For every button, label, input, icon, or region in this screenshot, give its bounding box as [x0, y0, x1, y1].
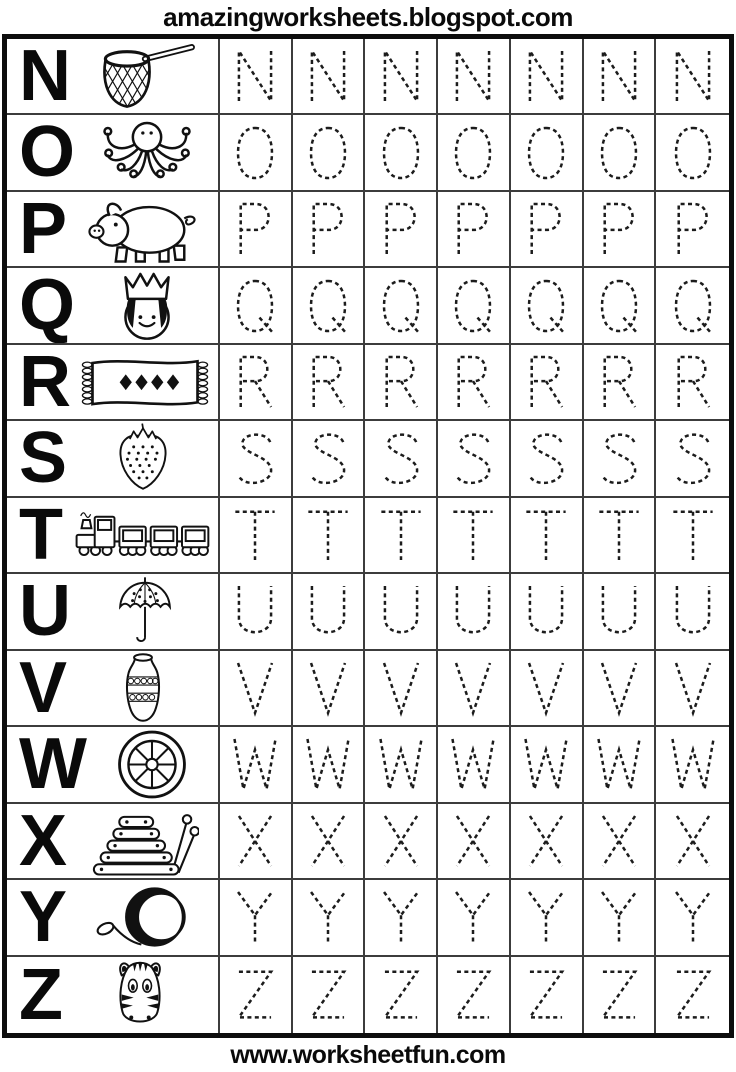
trace-letter-Q [230, 275, 280, 337]
trace-cell-Z-3 [365, 957, 438, 1033]
trace-letter-W [521, 733, 571, 795]
row-V [7, 651, 729, 727]
trace-cell-Y-7 [656, 880, 729, 954]
worksheet-grid [2, 34, 734, 1038]
trace-cell-S-4 [438, 421, 511, 495]
trace-cell-T-5 [511, 498, 584, 572]
trace-cell-U-2 [293, 574, 366, 648]
trace-letter-O [594, 122, 644, 184]
trace-cell-X-7 [656, 804, 729, 878]
trace-letter-O [376, 122, 426, 184]
letter-cell-N [7, 39, 220, 113]
trace-letter-X [521, 810, 571, 872]
row-T [7, 498, 729, 574]
trace-cell-Z-6 [584, 957, 657, 1033]
trace-letter-V [303, 657, 353, 719]
trace-letter-V [376, 657, 426, 719]
trace-letter-Z [376, 964, 426, 1026]
trace-letter-Q [594, 275, 644, 337]
solid-letter-Q: Q [19, 268, 76, 343]
trace-letter-Y [668, 886, 718, 948]
trace-letter-Q [668, 275, 718, 337]
trace-letter-T [521, 504, 571, 566]
trace-letter-P [376, 198, 426, 260]
letter-cell-Q [7, 268, 220, 342]
trace-cell-V-2 [293, 651, 366, 725]
trace-letter-R [448, 351, 498, 413]
solid-letter-P: P [19, 191, 68, 267]
trace-letter-X [376, 810, 426, 872]
trace-letter-V [230, 657, 280, 719]
trace-cell-Y-2 [293, 880, 366, 954]
trace-letter-R [594, 351, 644, 413]
trace-letter-V [668, 657, 718, 719]
trace-letter-U [303, 580, 353, 642]
letter-cell-Z [7, 957, 220, 1033]
trace-cell-O-7 [656, 115, 729, 189]
trace-cell-W-1 [220, 727, 293, 801]
row-X [7, 804, 729, 880]
row-S [7, 421, 729, 497]
trace-cell-X-5 [511, 804, 584, 878]
trace-letter-N [594, 45, 644, 107]
trace-letter-S [448, 428, 498, 490]
trace-cell-Q-1 [220, 268, 293, 342]
trace-letter-X [668, 810, 718, 872]
trace-letter-U [230, 580, 280, 642]
footer [0, 1038, 736, 1072]
trace-letter-T [303, 504, 353, 566]
trace-letter-P [594, 198, 644, 260]
trace-cell-Q-3 [365, 268, 438, 342]
letter-cell-P [7, 192, 220, 266]
trace-letter-S [376, 428, 426, 490]
trace-cell-Q-4 [438, 268, 511, 342]
trace-letter-Q [376, 275, 426, 337]
letter-cell-U [7, 574, 220, 648]
letter-cell-S [7, 421, 220, 495]
trace-letter-Z [303, 964, 353, 1026]
trace-cell-Q-7 [656, 268, 729, 342]
trace-cell-T-3 [365, 498, 438, 572]
trace-letter-P [668, 198, 718, 260]
trace-letter-U [521, 580, 571, 642]
trace-cell-N-7 [656, 39, 729, 113]
trace-cell-S-2 [293, 421, 366, 495]
trace-cell-P-2 [293, 192, 366, 266]
trace-cell-U-7 [656, 574, 729, 648]
trace-cell-S-1 [220, 421, 293, 495]
trace-cell-R-3 [365, 345, 438, 419]
letter-cell-V [7, 651, 220, 725]
trace-letter-O [448, 122, 498, 184]
trace-cell-U-1 [220, 574, 293, 648]
trace-letter-X [594, 810, 644, 872]
letter-cell-O [7, 115, 220, 189]
trace-letter-Z [521, 964, 571, 1026]
trace-cell-T-2 [293, 498, 366, 572]
header [0, 0, 736, 34]
trace-letter-W [668, 733, 718, 795]
trace-cell-R-7 [656, 345, 729, 419]
trace-cell-O-1 [220, 115, 293, 189]
letter-cell-Y [7, 880, 220, 954]
trace-cell-V-3 [365, 651, 438, 725]
trace-letter-O [230, 122, 280, 184]
octopus-icon [75, 117, 218, 189]
trace-letter-U [668, 580, 718, 642]
row-U [7, 574, 729, 650]
trace-cell-O-4 [438, 115, 511, 189]
solid-letter-O: O [19, 115, 76, 190]
trace-cell-S-3 [365, 421, 438, 495]
trace-cell-N-5 [511, 39, 584, 113]
trace-letter-T [594, 504, 644, 566]
trace-letter-P [230, 198, 280, 260]
trace-letter-Z [668, 964, 718, 1026]
trace-cell-V-5 [511, 651, 584, 725]
trace-cell-W-5 [511, 727, 584, 801]
trace-cell-P-7 [656, 192, 729, 266]
letter-cell-X [7, 804, 220, 878]
trace-cell-V-7 [656, 651, 729, 725]
trace-cell-Y-6 [584, 880, 657, 954]
trace-letter-P [448, 198, 498, 260]
trace-letter-O [521, 122, 571, 184]
row-N [7, 39, 729, 115]
letter-cell-T [7, 498, 220, 572]
trace-letter-Q [521, 275, 571, 337]
trace-cell-W-3 [365, 727, 438, 801]
trace-letter-Y [448, 886, 498, 948]
row-Q [7, 268, 729, 344]
trace-letter-N [376, 45, 426, 107]
trace-cell-O-5 [511, 115, 584, 189]
trace-letter-Z [230, 964, 280, 1026]
trace-letter-Y [230, 886, 280, 948]
yoyo-icon [67, 882, 218, 952]
trace-cell-O-2 [293, 115, 366, 189]
trace-letter-Y [521, 886, 571, 948]
trace-letter-Z [594, 964, 644, 1026]
trace-cell-V-4 [438, 651, 511, 725]
trace-letter-W [230, 733, 280, 795]
trace-cell-T-1 [220, 498, 293, 572]
trace-letter-R [376, 351, 426, 413]
trace-cell-X-6 [584, 804, 657, 878]
trace-cell-Q-5 [511, 268, 584, 342]
trace-cell-V-6 [584, 651, 657, 725]
trace-cell-U-6 [584, 574, 657, 648]
trace-cell-V-1 [220, 651, 293, 725]
trace-cell-X-2 [293, 804, 366, 878]
trace-letter-T [230, 504, 280, 566]
trace-cell-N-2 [293, 39, 366, 113]
trace-cell-R-2 [293, 345, 366, 419]
trace-cell-Q-6 [584, 268, 657, 342]
solid-letter-X: X [19, 803, 68, 879]
solid-letter-R: R [19, 344, 71, 420]
trace-letter-X [303, 810, 353, 872]
row-Z [7, 957, 729, 1033]
trace-cell-P-1 [220, 192, 293, 266]
trace-letter-N [303, 45, 353, 107]
trace-cell-U-5 [511, 574, 584, 648]
solid-letter-Z: Z [19, 956, 63, 1033]
strawberry-icon [67, 422, 218, 495]
trace-letter-X [230, 810, 280, 872]
trace-cell-S-5 [511, 421, 584, 495]
trace-letter-N [448, 45, 498, 107]
solid-letter-U: U [19, 574, 71, 649]
header-url: amazingworksheets.blogspot.com [163, 1, 573, 32]
trace-cell-R-1 [220, 345, 293, 419]
trace-letter-U [594, 580, 644, 642]
trace-letter-S [521, 428, 571, 490]
trace-letter-X [448, 810, 498, 872]
trace-cell-S-7 [656, 421, 729, 495]
trace-letter-P [521, 198, 571, 260]
trace-letter-R [668, 351, 718, 413]
trace-letter-V [448, 657, 498, 719]
trace-cell-Q-2 [293, 268, 366, 342]
vase-icon [67, 651, 218, 724]
row-P [7, 192, 729, 268]
trace-letter-R [230, 351, 280, 413]
solid-letter-N: N [19, 39, 71, 114]
trace-letter-W [376, 733, 426, 795]
trace-letter-S [303, 428, 353, 490]
trace-cell-Z-1 [220, 957, 293, 1033]
solid-letter-Y: Y [19, 880, 68, 955]
trace-letter-Q [303, 275, 353, 337]
xylophone-icon [67, 805, 218, 877]
trace-letter-R [521, 351, 571, 413]
trace-letter-Q [448, 275, 498, 337]
trace-cell-N-4 [438, 39, 511, 113]
trace-cell-Z-2 [293, 957, 366, 1033]
trace-letter-U [448, 580, 498, 642]
letter-cell-W [7, 727, 220, 801]
trace-cell-N-1 [220, 39, 293, 113]
trace-letter-S [594, 428, 644, 490]
trace-cell-R-5 [511, 345, 584, 419]
wheel-icon [87, 728, 218, 801]
trace-cell-Y-4 [438, 880, 511, 954]
trace-cell-U-3 [365, 574, 438, 648]
trace-letter-S [668, 428, 718, 490]
trace-letter-T [668, 504, 718, 566]
trace-cell-R-6 [584, 345, 657, 419]
umbrella-icon [71, 575, 218, 648]
trace-cell-S-6 [584, 421, 657, 495]
trace-letter-V [521, 657, 571, 719]
trace-cell-P-6 [584, 192, 657, 266]
trace-cell-O-3 [365, 115, 438, 189]
trace-cell-X-1 [220, 804, 293, 878]
pig-icon [67, 193, 218, 265]
trace-cell-X-3 [365, 804, 438, 878]
solid-letter-T: T [19, 497, 63, 573]
trace-cell-Y-5 [511, 880, 584, 954]
trace-letter-W [594, 733, 644, 795]
solid-letter-W: W [19, 727, 87, 802]
train-icon [63, 505, 218, 565]
solid-letter-S: S [19, 421, 68, 496]
trace-letter-W [448, 733, 498, 795]
row-W [7, 727, 729, 803]
zebra-icon [63, 958, 218, 1031]
trace-cell-T-7 [656, 498, 729, 572]
trace-letter-W [303, 733, 353, 795]
trace-letter-N [521, 45, 571, 107]
footer-url: www.worksheetfun.com [230, 1040, 506, 1069]
trace-cell-W-6 [584, 727, 657, 801]
trace-cell-U-4 [438, 574, 511, 648]
queen-icon [75, 269, 218, 342]
trace-letter-U [376, 580, 426, 642]
trace-letter-P [303, 198, 353, 260]
trace-cell-Y-1 [220, 880, 293, 954]
trace-cell-W-4 [438, 727, 511, 801]
row-Y [7, 880, 729, 956]
trace-cell-T-4 [438, 498, 511, 572]
trace-cell-Z-5 [511, 957, 584, 1033]
letter-cell-R [7, 345, 220, 419]
trace-letter-Z [448, 964, 498, 1026]
trace-cell-W-2 [293, 727, 366, 801]
trace-letter-S [230, 428, 280, 490]
trace-cell-R-4 [438, 345, 511, 419]
rug-icon [71, 352, 218, 413]
trace-letter-N [230, 45, 280, 107]
trace-cell-W-7 [656, 727, 729, 801]
solid-letter-V: V [19, 650, 68, 726]
net-icon [71, 40, 218, 112]
trace-cell-N-6 [584, 39, 657, 113]
trace-letter-T [376, 504, 426, 566]
trace-cell-Z-4 [438, 957, 511, 1033]
trace-letter-R [303, 351, 353, 413]
trace-cell-T-6 [584, 498, 657, 572]
trace-letter-Y [376, 886, 426, 948]
trace-cell-X-4 [438, 804, 511, 878]
row-O [7, 115, 729, 191]
trace-cell-P-4 [438, 192, 511, 266]
trace-cell-P-5 [511, 192, 584, 266]
trace-letter-Y [303, 886, 353, 948]
trace-cell-N-3 [365, 39, 438, 113]
trace-cell-Y-3 [365, 880, 438, 954]
trace-cell-P-3 [365, 192, 438, 266]
trace-cell-O-6 [584, 115, 657, 189]
trace-letter-O [668, 122, 718, 184]
trace-letter-V [594, 657, 644, 719]
row-R [7, 345, 729, 421]
trace-letter-T [448, 504, 498, 566]
trace-cell-Z-7 [656, 957, 729, 1033]
trace-letter-Y [594, 886, 644, 948]
trace-letter-O [303, 122, 353, 184]
trace-letter-N [668, 45, 718, 107]
